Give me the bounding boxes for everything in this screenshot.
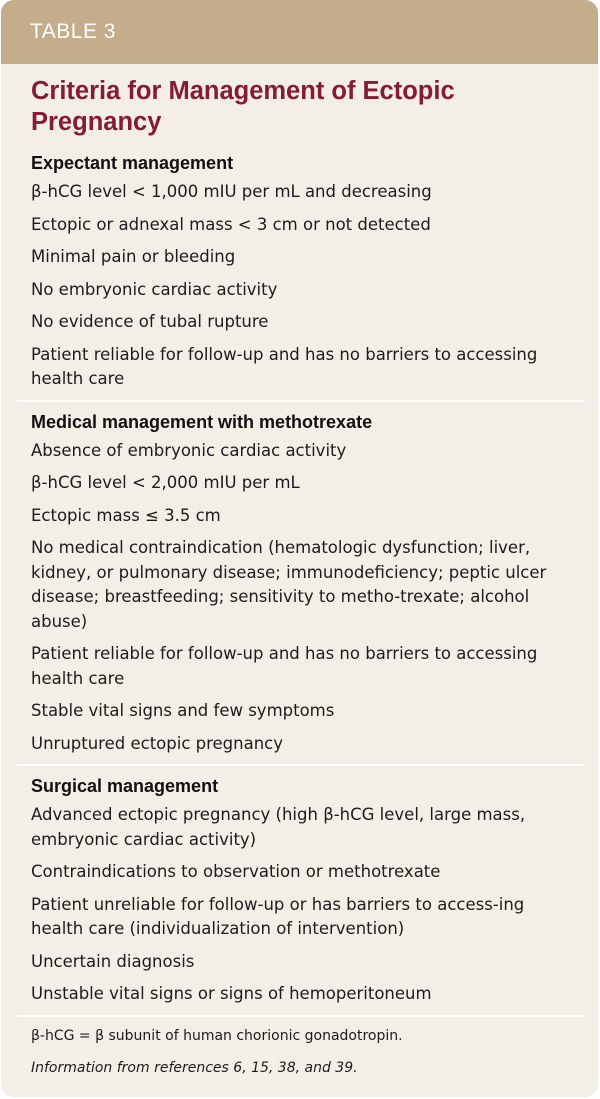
table-title: Criteria for Management of Ectopic Pregnancy <box>31 77 455 136</box>
criteria-item: Ectopic or adnexal mass < 3 cm or not detected <box>31 214 431 234</box>
criteria-item: Absence of embryonic cardiac activity <box>31 440 347 460</box>
section-divider <box>17 400 584 402</box>
criteria-item: Patient unreliable for follow-up or has barriers to access-ing health care (individualization of intervention) <box>31 894 525 938</box>
section-divider <box>17 1015 584 1017</box>
criteria-item: Minimal pain or bleeding <box>31 247 236 266</box>
criteria-item: Ectopic mass ≤ 3.5 cm <box>31 505 221 525</box>
criteria-item: β-hCG level < 2,000 mIU per mL <box>31 473 300 492</box>
criteria-item: Advanced ectopic pregnancy (high β-hCG level, large mass, embryonic cardiac activity) <box>31 805 526 849</box>
criteria-item: β-hCG level < 1,000 mIU per mL and decreasing <box>31 182 432 201</box>
section-medical <box>31 411 570 757</box>
section-heading: Surgical management <box>31 776 219 796</box>
section-heading: Medical management with methotrexate <box>31 411 373 432</box>
criteria-item: Uncertain diagnosis <box>31 951 195 971</box>
section-heading: Expectant management <box>31 153 234 173</box>
criteria-item: Patient reliable for follow-up and has no barriers to accessing health care <box>31 344 538 388</box>
abbreviation-footnote: β-hCG = β subunit of human chorionic gonadotropin. <box>31 1027 403 1044</box>
table-card <box>1 0 598 1097</box>
criteria-item: Contraindications to observation or methotrexate <box>31 862 441 881</box>
section-surgical <box>31 775 570 1007</box>
criteria-item: Stable vital signs and few symptoms <box>31 701 335 720</box>
criteria-item: Patient reliable for follow-up and has no barriers to accessing health care <box>31 644 538 688</box>
section-expectant <box>31 152 570 392</box>
criteria-item: Unstable vital signs or signs of hemoperitoneum <box>31 984 432 1003</box>
source-note: Information from references 6, 15, 38, and 39. <box>31 1059 358 1076</box>
criteria-item: Unruptured ectopic pregnancy <box>31 733 284 753</box>
criteria-item: No embryonic cardiac activity <box>31 279 278 299</box>
section-divider <box>17 764 584 766</box>
table-content <box>1 64 598 1078</box>
criteria-item: No evidence of tubal rupture <box>31 312 269 331</box>
table-number-label: TABLE 3 <box>30 20 116 43</box>
table-header-bar <box>1 0 598 64</box>
criteria-item: No medical contraindication (hematologic dysfunction; liver, kidney, or pulmonary disease; immunodeficiency; peptic ulcer disease; breastfeeding; sensitivity to metho-trexate; alcohol abuse) <box>31 538 547 631</box>
